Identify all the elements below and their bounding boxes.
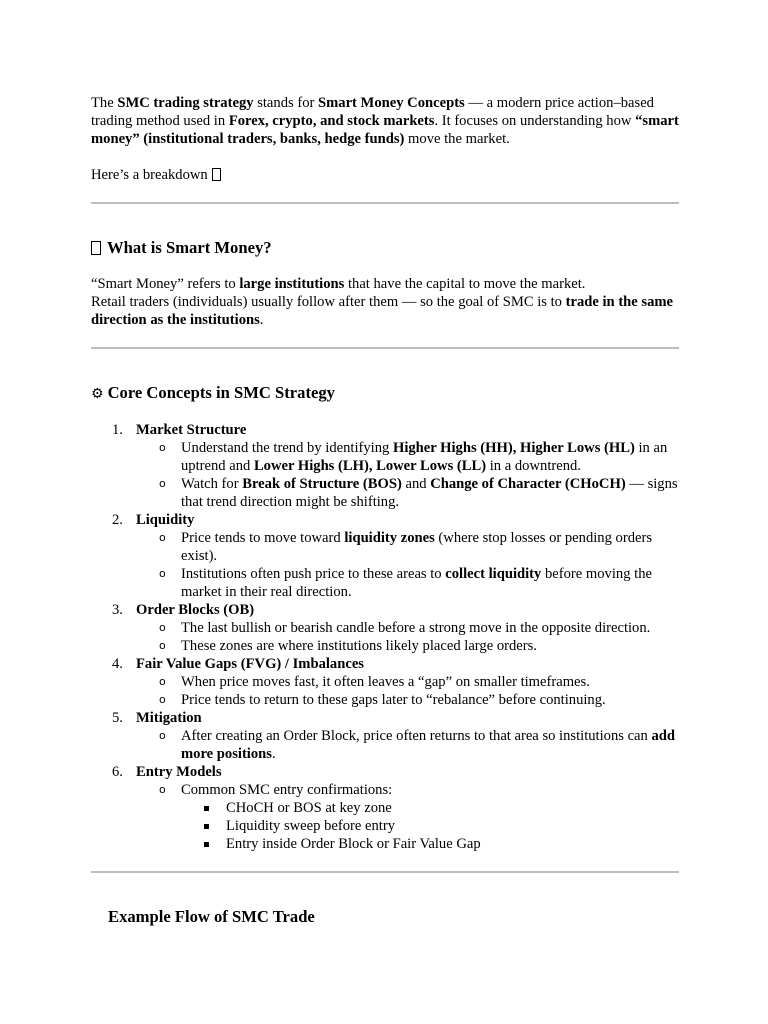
circle-bullet: o xyxy=(159,693,166,706)
concept-title: Fair Value Gaps (FVG) / Imbalances xyxy=(136,656,364,672)
square-bullet xyxy=(204,806,209,811)
section-heading-smart-money: What is Smart Money? xyxy=(91,238,679,258)
sub-list-item: o Price tends to move toward liquidity zones (where stop losses or pending orders exist). xyxy=(159,530,653,564)
sub-list-item: o After creating an Order Block, price often returns to that area so institutions can add more positions. xyxy=(159,728,676,762)
list-item xyxy=(91,763,679,853)
circle-bullet: o xyxy=(159,783,166,796)
list-item xyxy=(91,601,679,655)
list-number: 4. xyxy=(112,656,123,672)
sub-list-item: o These zones are where institutions likely placed large orders. xyxy=(159,638,537,654)
circle-bullet: o xyxy=(159,675,166,688)
sub-list-item: o Watch for Break of Structure (BOS) and Change of Character (CHoCH) — signs that trend direction might be shifting. xyxy=(159,476,678,510)
sub-sub-list-item: Entry inside Order Block or Fair Value Gap xyxy=(181,835,679,853)
circle-bullet: o xyxy=(159,729,166,742)
list-number: 3. xyxy=(112,602,123,618)
sub-list-item: o Price tends to return to these gaps later to “rebalance” before continuing. xyxy=(159,692,606,708)
list-item xyxy=(91,655,679,709)
sub-list-item: o Understand the trend by identifying Higher Highs (HH), Higher Lows (HL) in an uptrend and Lower Highs (LH), Lower Lows (LL) in a downtrend. xyxy=(159,440,668,474)
sub-list-item: o The last bullish or bearish candle before a strong move in the opposite direction. xyxy=(159,620,651,636)
square-bullet xyxy=(204,842,209,847)
list-item xyxy=(91,421,679,511)
concept-title: Order Blocks (OB) xyxy=(136,602,255,618)
sub-list-item: o When price moves fast, it often leaves a “gap” on smaller timeframes. xyxy=(159,674,590,690)
list-number: 2. xyxy=(112,512,123,528)
sub-list xyxy=(136,673,679,709)
smart-money-paragraph: “Smart Money” refers to large institutions that have the capital to move the market. Retail traders (individuals) usually follow after them — so the goal of SMC is to trade in the same direction as the institutions. xyxy=(91,276,674,328)
circle-bullet: o xyxy=(159,639,166,652)
sub-sub-list xyxy=(181,799,679,853)
concept-title: Liquidity xyxy=(136,512,195,528)
circle-bullet: o xyxy=(159,567,166,580)
sub-sub-list-item: CHoCH or BOS at key zone xyxy=(181,799,679,817)
sub-list xyxy=(136,619,679,655)
sub-list-item: o Common SMC entry confirmations: CHoCH or BOS at key zone Liquidity sweep before entry Entry inside Order Block or Fair Value Gap xyxy=(136,781,679,853)
pointing-down-icon xyxy=(212,168,221,181)
sub-list xyxy=(136,439,679,511)
sub-list-item: o Institutions often push price to these areas to collect liquidity before moving the market in their real direction. xyxy=(159,566,652,600)
section-heading-core-concepts: ⚙ Core Concepts in SMC Strategy xyxy=(91,383,335,402)
sub-list xyxy=(136,781,679,853)
list-number: 5. xyxy=(112,710,123,726)
list-number: 6. xyxy=(112,764,123,780)
square-bullet xyxy=(204,824,209,829)
sub-list xyxy=(136,727,679,763)
circle-bullet: o xyxy=(159,621,166,634)
intro-paragraph: The SMC trading strategy stands for Smart Money Concepts — a modern price action–based trading method used in Forex, crypto, and stock markets. It focuses on understanding how “smart money” (institutional traders, banks, hedge funds) move the market. xyxy=(91,95,679,147)
list-item xyxy=(91,709,679,763)
sub-list xyxy=(136,529,679,601)
concept-title: Mitigation xyxy=(136,710,202,726)
circle-bullet: o xyxy=(159,441,166,454)
gear-icon: ⚙ xyxy=(91,386,104,402)
list-number: 1. xyxy=(112,422,123,438)
circle-bullet: o xyxy=(159,477,166,490)
circle-bullet: o xyxy=(159,531,166,544)
breakdown-line: Here’s a breakdown xyxy=(91,166,679,184)
sub-sub-list-item: Liquidity sweep before entry xyxy=(181,817,679,835)
document-content xyxy=(91,94,679,927)
concept-title: Entry Models xyxy=(136,764,222,780)
brain-icon xyxy=(91,241,101,255)
list-item xyxy=(91,511,679,601)
core-concepts-list xyxy=(91,421,679,853)
concept-title: Market Structure xyxy=(136,422,247,438)
section-heading-example-flow: Example Flow of SMC Trade xyxy=(108,907,315,926)
